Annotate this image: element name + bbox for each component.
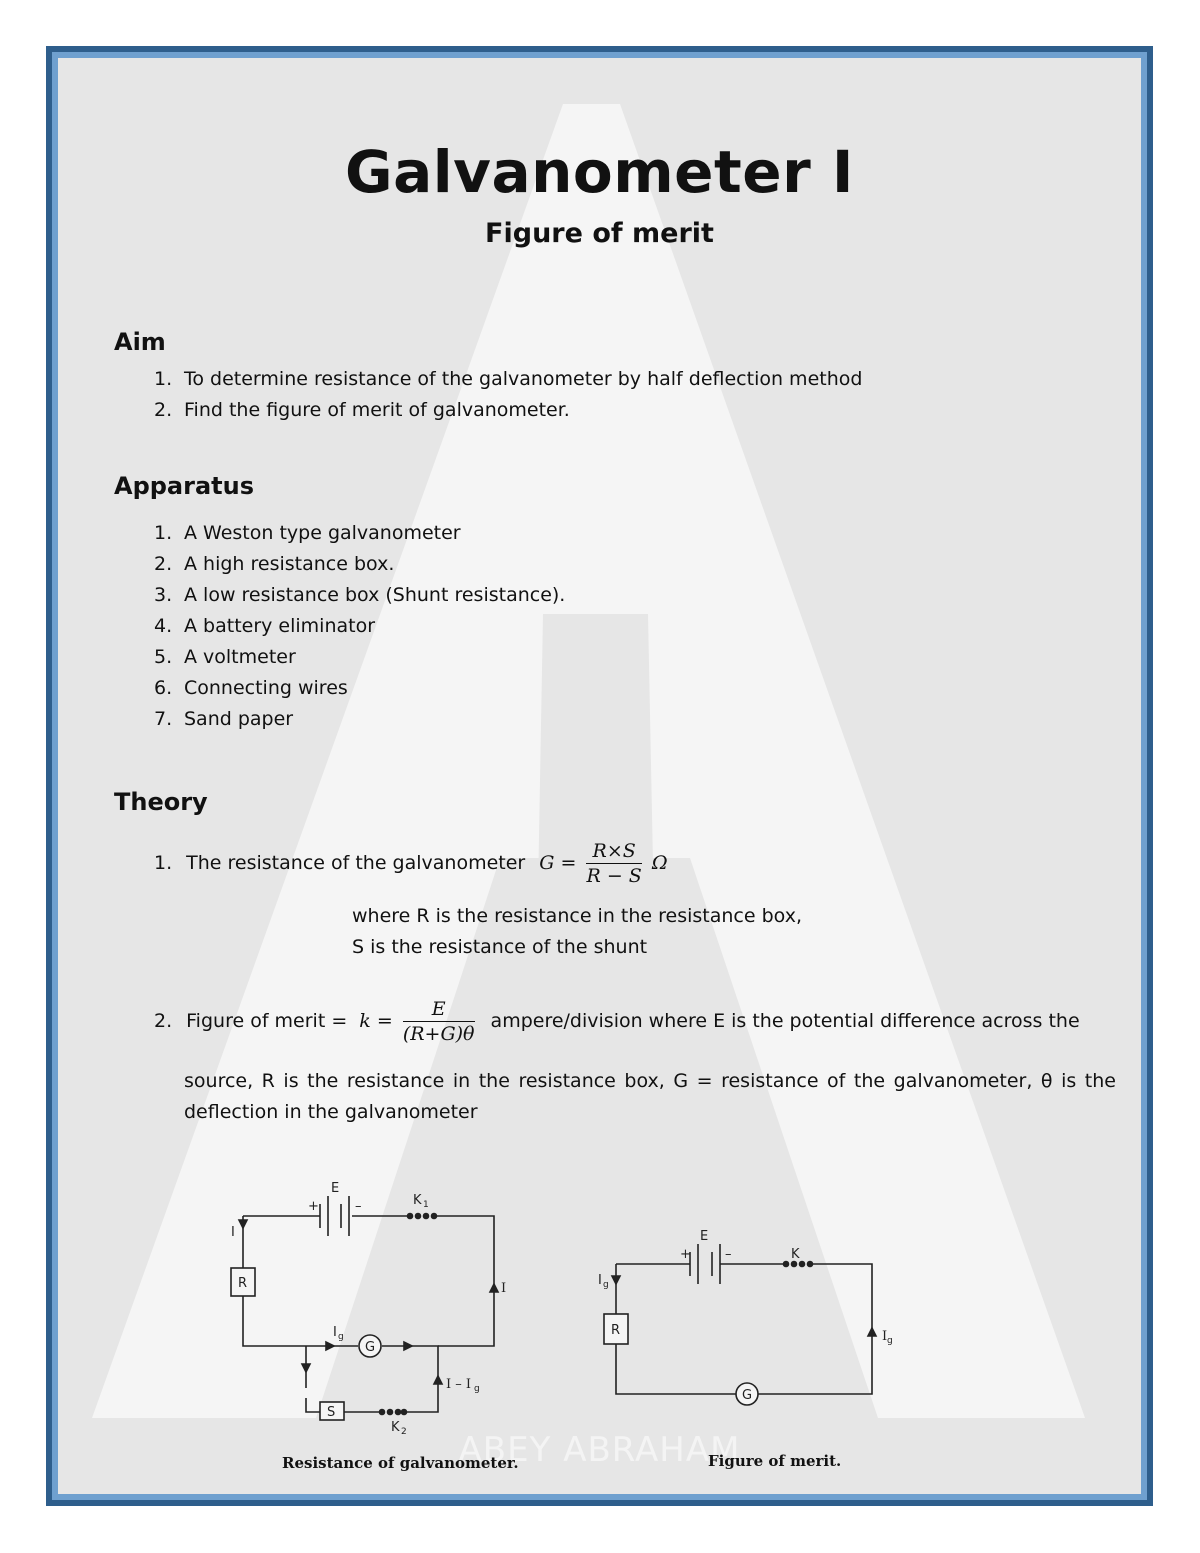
label-K2: K: [391, 1420, 400, 1435]
label-R-left: R: [238, 1276, 248, 1291]
theory-heading: Theory: [114, 788, 208, 816]
theory-item-2-continuation: source, R is the resistance in the resistance box, G = resistance of the galvanometer, θ is the deflection in the galvanometer: [184, 1070, 1116, 1123]
label-I-minus-Ig-sub: g: [474, 1384, 480, 1394]
apparatus-heading: Apparatus: [114, 472, 255, 500]
list-item: 2. A high resistance box.: [154, 553, 395, 575]
list-item: 4. A battery eliminator: [154, 615, 376, 637]
label-E-left: E: [331, 1181, 340, 1196]
label-Ig-side-sub: g: [887, 1336, 893, 1346]
list-item: 1. A Weston type galvanometer: [154, 522, 461, 544]
label-I-right: I: [501, 1281, 507, 1296]
left-figure-caption: Resistance of galvanometer.: [282, 1454, 519, 1472]
label-plus-right: +: [680, 1247, 691, 1262]
list-item: 3. A low resistance box (Shunt resistance).: [154, 584, 566, 606]
label-K1-sub: 1: [423, 1200, 429, 1210]
label-Ig-side: I: [882, 1329, 888, 1344]
document-page: [58, 58, 1141, 1494]
label-K1: K: [413, 1193, 422, 1208]
label-Ig-left-sub: g: [338, 1332, 344, 1342]
label-Ig-right: I: [598, 1273, 602, 1288]
list-item: 7. Sand paper: [154, 708, 294, 730]
list-item: 1. To determine resistance of the galvanometer by half deflection method: [154, 368, 863, 390]
list-item: 2. Find the figure of merit of galvanometer.: [154, 399, 570, 421]
theory-item-1: 1. The resistance of the galvanometer G = $\frac{R\times S}{R - S}$ Ω: [154, 840, 668, 887]
label-Ig-left: I: [333, 1325, 337, 1340]
label-minus-right: –: [725, 1247, 732, 1262]
label-G-left: G: [365, 1340, 376, 1355]
right-figure-caption: Figure of merit.: [708, 1452, 842, 1470]
label-R-right: R: [611, 1323, 621, 1338]
label-minus-left: –: [355, 1199, 362, 1214]
label-G-right: G: [742, 1388, 753, 1403]
where-line-2: S is the resistance of the shunt: [352, 936, 648, 958]
theory-item-2: 2. Figure of merit = k = $\frac{E}{(R+G)\theta}$ ampere/division where E is the potential difference across the: [154, 998, 1080, 1045]
aim-heading: Aim: [114, 328, 166, 356]
where-line-1: where R is the resistance in the resistance box,: [352, 905, 802, 927]
label-S: S: [327, 1405, 336, 1420]
label-E-right: E: [700, 1229, 709, 1244]
label-I-top: I: [231, 1225, 235, 1240]
label-Ig-right-sub: g: [603, 1280, 609, 1290]
list-item: 5. A voltmeter: [154, 646, 296, 668]
label-plus-left: +: [308, 1199, 319, 1214]
resistance-formula: $\frac{R\times S}{R - S}$: [586, 840, 642, 887]
figure-of-merit-circuit: [604, 1244, 872, 1405]
label-K-right: K: [791, 1247, 800, 1262]
page-subtitle: Figure of merit: [485, 218, 714, 249]
page-title: Galvanometer I: [345, 138, 854, 206]
circuit-diagrams: [58, 58, 1141, 1494]
figure-of-merit-formula: $\frac{E}{(R+G)\theta}$: [402, 998, 475, 1045]
label-I-minus-Ig: I – I: [446, 1377, 472, 1392]
watermark-text: ABEY ABRAHAM: [458, 1430, 741, 1470]
list-item: 6. Connecting wires: [154, 677, 348, 699]
label-K2-sub: 2: [401, 1427, 407, 1437]
